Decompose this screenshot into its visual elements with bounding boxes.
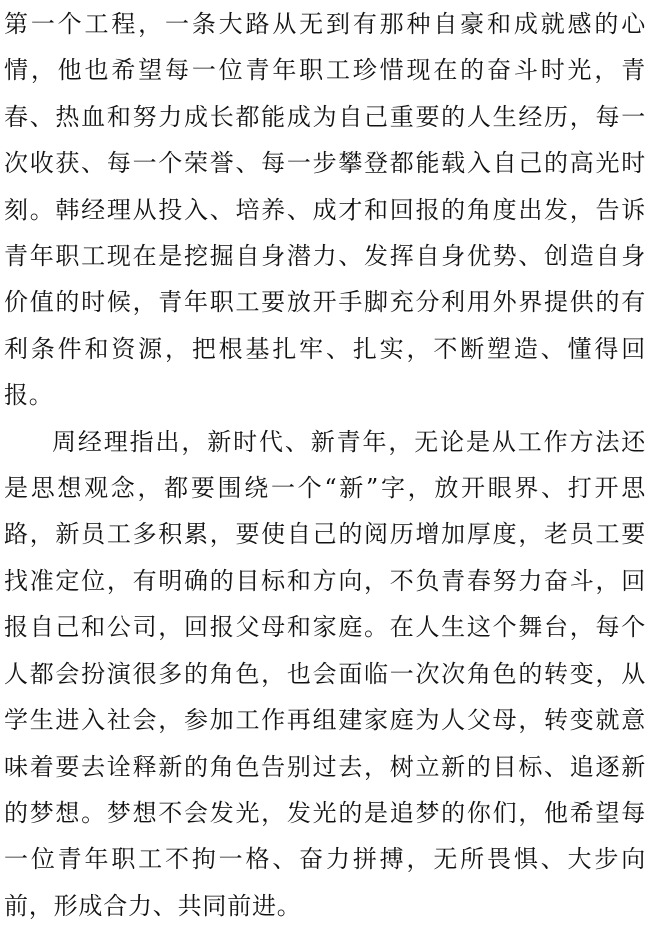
paragraph-second: 周经理指出，新时代、新青年，无论是从工作方法还是思想观念，都要围绕一个“新”字，放开眼界、打开思路，新员工多积累，要使自己的阅历增加厚度，老员工要找准定位，有明确的目标和方向，不负青春努力奋斗，回报自己和公司，回报父母和家庭。在人生这个舞台，每个人都会扮演很多的角色，也会面临一次次角色的转变，从学生进入社会，参加工作再组建家庭为人父母，转变就意味着要去诠释新的角色告别过去，树立新的目标、追逐新的梦想。梦想不会发光，发光的是追梦的你们，他希望每一位青年职工不拘一格、奋力拼搏，无所畏惧、大步向前，形成合力、共同前进。 (4, 427, 646, 920)
paragraph-continued: 第一个工程，一条大路从无到有那种自豪和成就感的心情，他也希望每一位青年职工珍惜现在的奋斗时光，青春、热血和努力成长都能成为自己重要的人生经历，每一次收获、每一个荣誉、每一步攀登都能载入自己的高光时刻。韩经理从投入、培养、成才和回报的角度出发，告诉青年职工现在是挖掘自身潜力、发挥自身优势、创造自身价值的时候，青年职工要放开手脚充分利用外界提供的有利条件和资源，把根基扎牢、扎实，不断塑造、懂得回报。 (4, 10, 646, 410)
